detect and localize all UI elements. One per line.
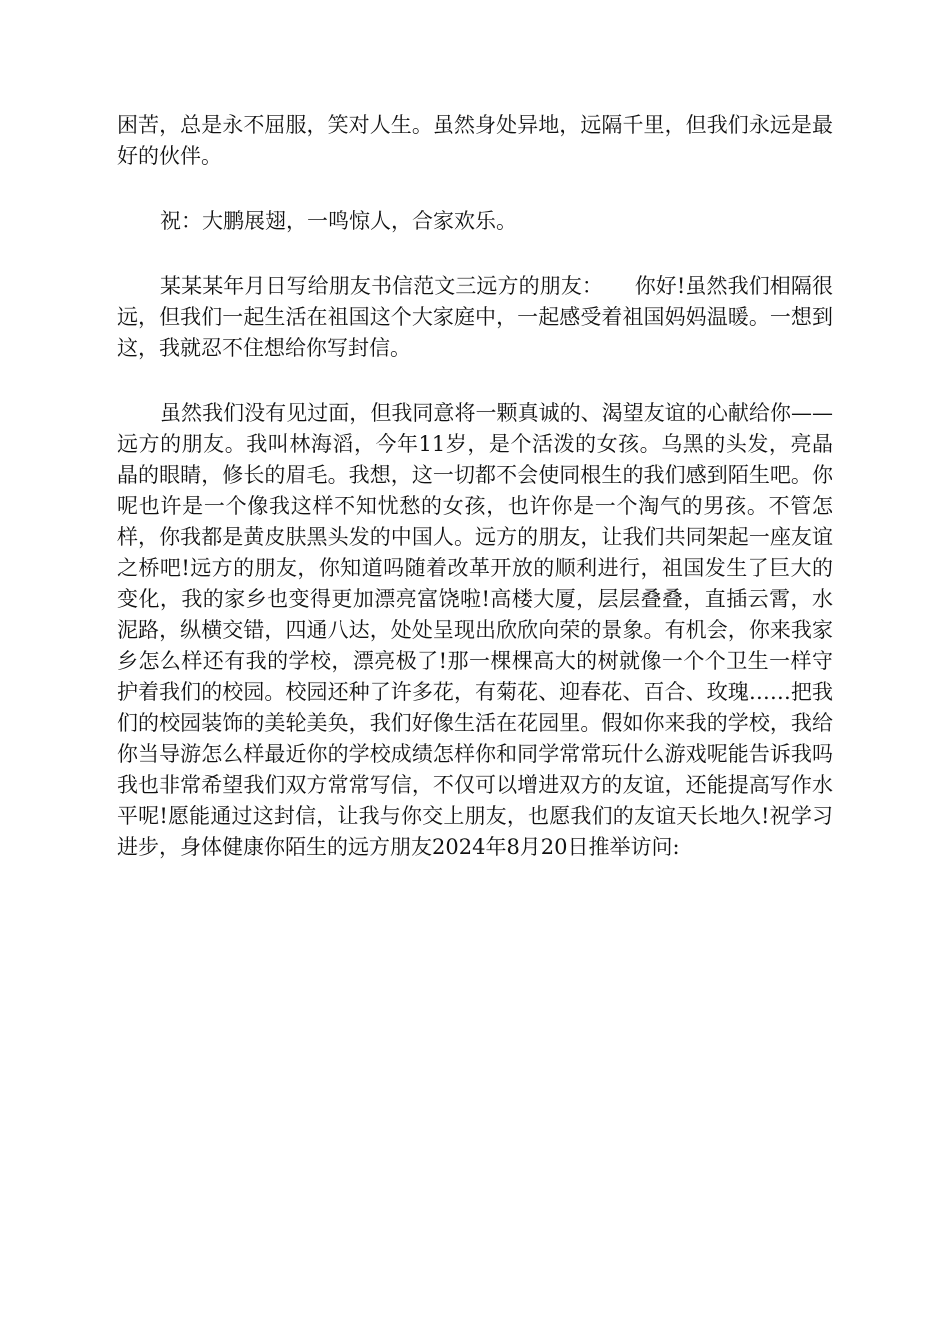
paragraph-2: 祝：大鹏展翅，一鸣惊人，合家欢乐。 (160, 209, 517, 233)
paragraph-3: 某某某年月日写给朋友书信范文三远方的朋友： 你好!虽然我们相隔很远，但我们一起生活在祖国这个大家庭中，一起感受着祖国妈妈温暖。一想到这，我就忍不住想给你写封信。 (117, 274, 833, 360)
paragraph-4: 虽然我们没有见过面，但我同意将一颗真诚的、渴望友谊的心献给你——远方的朋友。我叫林海滔，今年11岁，是个活泼的女孩。乌黑的头发，亮晶晶的眼睛，修长的眉毛。我想，这一切都不会使同根生的我们感到陌生吧。你呢也许是一个像我这样不知忧愁的女孩，也许你是一个淘气的男孩。不管怎样，你我都是黄皮肤黑头发的中国人。远方的朋友，让我们共同架起一座友谊之桥吧!远方的朋友，你知道吗随着改革开放的顺利进行，祖国发生了巨大的变化，我的家乡也变得更加漂亮富饶啦!高楼大厦，层层叠叠，直插云霄，水泥路，纵横交错，四通八达，处处呈现出欣欣向荣的景象。有机会，你来我家乡怎么样还有我的学校，漂亮极了!那一棵棵高大的树就像一个个卫生一样守护着我们的校园。校园还种了许多花，有菊花、迎春花、百合、玫瑰……把我们的校园装饰的美轮美奂，我们好像生活在花园里。假如你来我的学校，我给你当导游怎么样最近你的学校成绩怎样你和同学常常玩什么游戏呢能告诉我吗我也非常希望我们双方常常写信，不仅可以增进双方的友谊，还能提高写作水平呢!愿能通过这封信，让我与你交上朋友，也愿我们的友谊天长地久!祝学习进步，身体健康你陌生的远方朋友2024年8月20日推举访问: (117, 401, 833, 859)
document-body (117, 110, 833, 897)
paragraph-1: 困苦，总是永不屈服，笑对人生。虽然身处异地，远隔千里，但我们永远是最好的伙伴。 (117, 113, 833, 168)
